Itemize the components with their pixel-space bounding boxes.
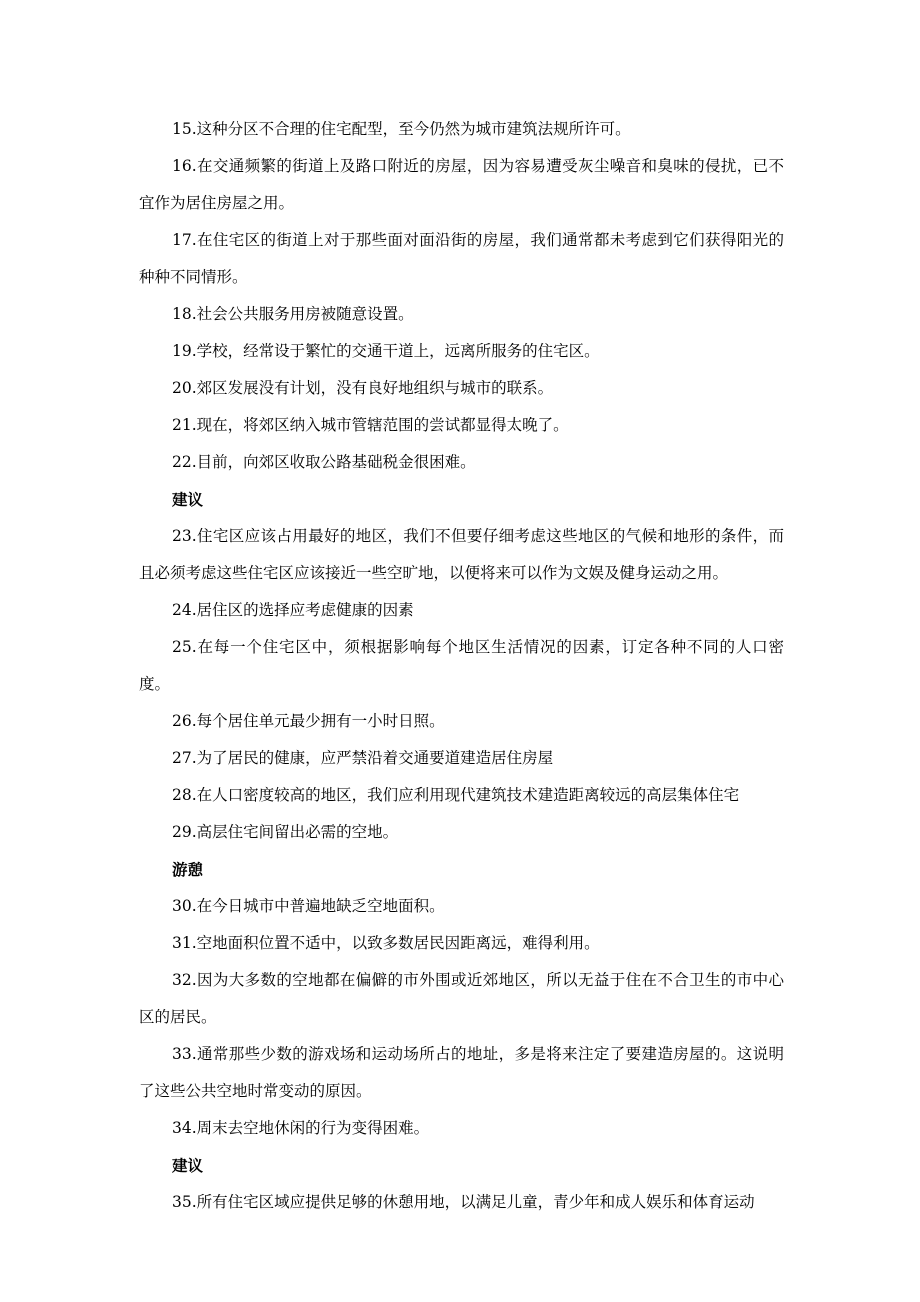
paragraph-15: 15.这种分区不合理的住宅配型，至今仍然为城市建筑法规所许可。: [172, 120, 631, 138]
paragraph-32: 32.因为大多数的空地都在偏僻的市外围或近郊地区，所以无益于住在不合卫生的市中心区的居民。: [139, 971, 784, 1026]
paragraph-26: 26.每个居住单元最少拥有一小时日照。: [172, 712, 445, 730]
paragraph-19: 19.学校，经常设于繁忙的交通干道上，远离所服务的住宅区。: [172, 342, 600, 360]
paragraph-31: 31.空地面积位置不适中，以致多数居民因距离远，难得利用。: [172, 934, 600, 952]
paragraph-25: 25.在每一个住宅区中，须根据影响每个地区生活情况的因素，订定各种不同的人口密度。: [139, 638, 784, 693]
paragraph-24: 24.居住区的选择应考虑健康的因素: [172, 601, 414, 619]
paragraph-30: 30.在今日城市中普遍地缺乏空地面积。: [172, 897, 445, 915]
section-heading-suggestions: 建议: [172, 490, 204, 509]
paragraph-22: 22.目前，向郊区收取公路基础税金很困难。: [172, 453, 476, 471]
paragraph-18: 18.社会公共服务用房被随意设置。: [172, 305, 414, 323]
paragraph-29: 29.高层住宅间留出必需的空地。: [172, 823, 399, 841]
paragraph-17: 17.在住宅区的街道上对于那些面对面沿街的房屋，我们通常都未考虑到它们获得阳光的种种不同情形。: [139, 231, 784, 286]
document-page: [139, 111, 784, 1221]
paragraph-23: 23.住宅区应该占用最好的地区，我们不但要仔细考虑这些地区的气候和地形的条件，而且必须考虑这些住宅区应该接近一些空旷地，以便将来可以作为文娱及健身运动之用。: [139, 527, 784, 582]
paragraph-33: 33.通常那些少数的游戏场和运动场所占的地址，多是将来注定了要建造房屋的。这说明了这些公共空地时常变动的原因。: [139, 1045, 784, 1100]
section-heading-suggestions-2: 建议: [172, 1156, 204, 1175]
paragraph-20: 20.郊区发展没有计划，没有良好地组织与城市的联系。: [172, 379, 554, 397]
paragraph-16: 16.在交通频繁的街道上及路口附近的房屋，因为容易遭受灰尘噪音和臭味的侵扰，已不宜作为居住房屋之用。: [139, 157, 784, 212]
paragraph-35: 35.所有住宅区域应提供足够的休憩用地，以满足儿童，青少年和成人娱乐和体育运动: [172, 1193, 755, 1211]
paragraph-21: 21.现在，将郊区纳入城市管辖范围的尝试都显得太晚了。: [172, 416, 569, 434]
section-heading-recreation: 游憩: [172, 860, 204, 879]
paragraph-34: 34.周末去空地休闲的行为变得困难。: [172, 1119, 430, 1137]
paragraph-27: 27.为了居民的健康，应严禁沿着交通要道建造居住房屋: [172, 749, 554, 767]
paragraph-28: 28.在人口密度较高的地区，我们应利用现代建筑技术建造距离较远的高层集体住宅: [172, 786, 740, 804]
